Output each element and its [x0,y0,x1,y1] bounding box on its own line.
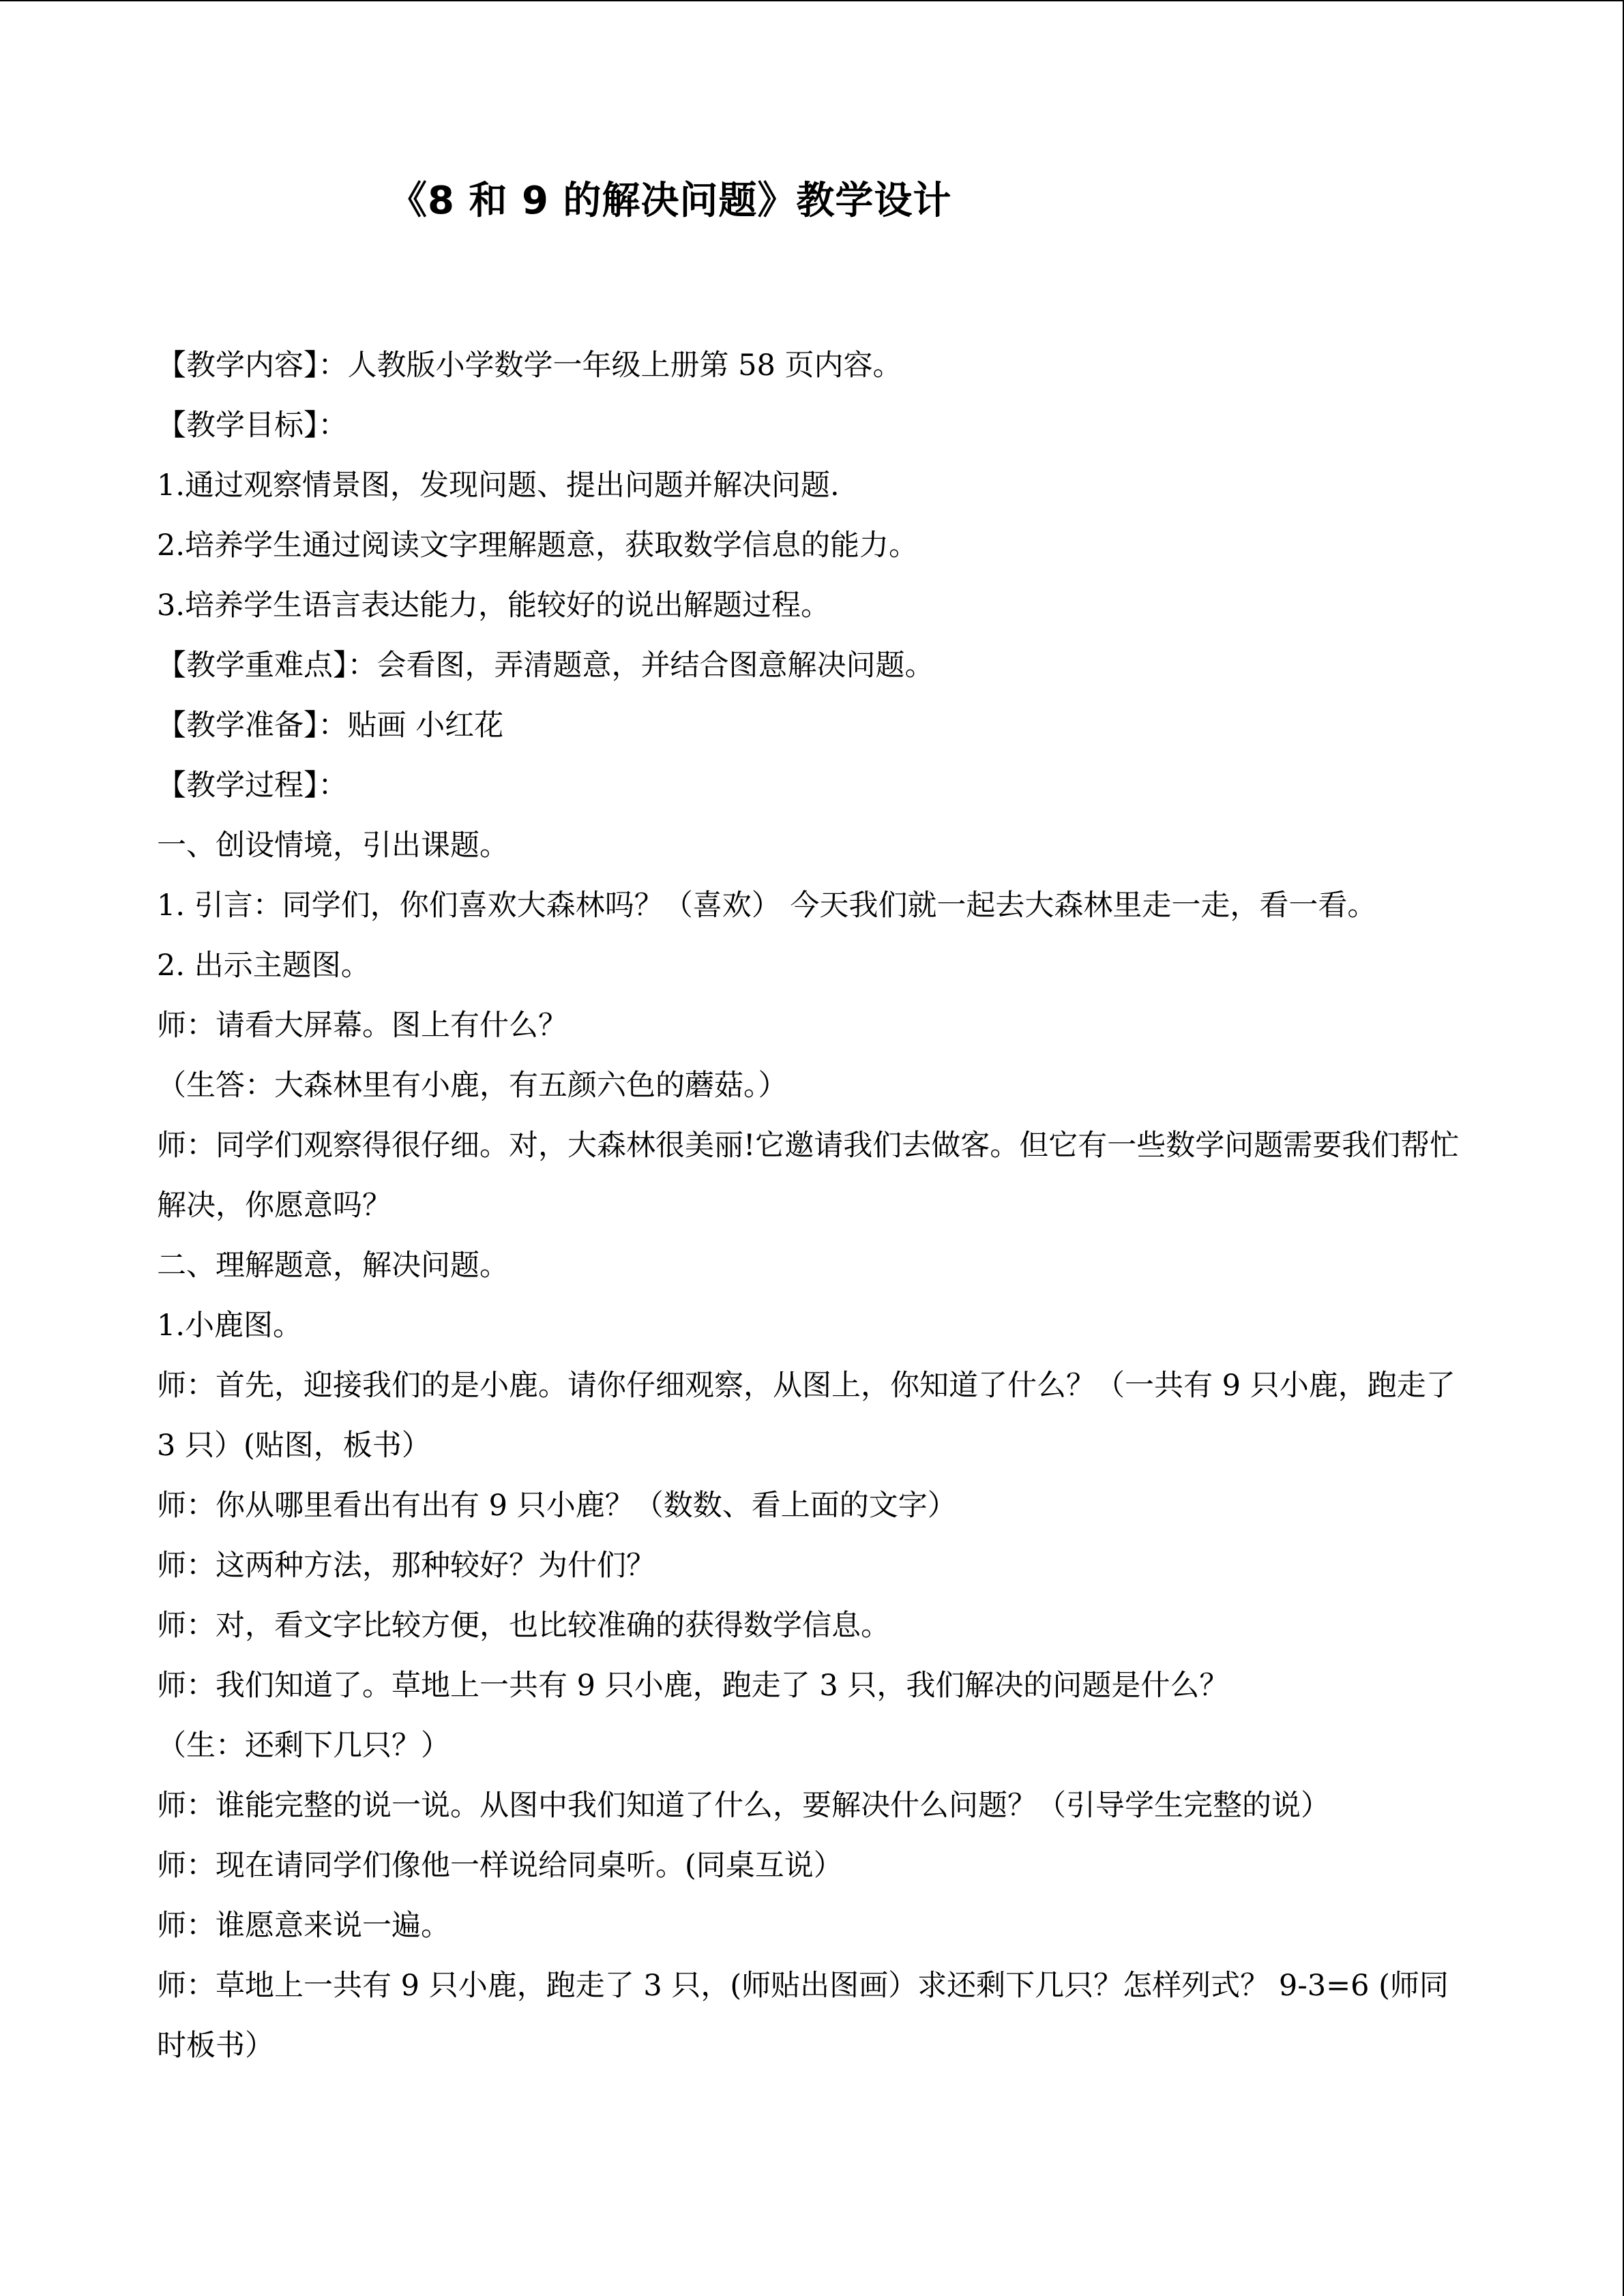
paragraph-objectives-heading: 【教学目标】： [157,408,348,443]
document-body [157,336,1473,2076]
paragraph-process-heading: 【教学过程】： [157,769,348,803]
paragraph-student-2: （生：还剩下几只？） [157,1729,450,1763]
paragraph-deer-picture: 1.小鹿图。 [157,1309,303,1343]
paragraph-show-picture: 2. 出示主题图。 [157,949,370,983]
paragraph-objective-1: 1.通过观察情景图，发现问题、提出问题并解决问题. [157,468,840,503]
paragraph-preparation: 【教学准备】：贴画 小红花 [157,709,504,743]
paragraph-teacher-6: 师：对，看文字比较方便，也比较准确的获得数学信息。 [157,1609,890,1643]
paragraph-key-points: 【教学重难点】：会看图，弄清题意，并结合图意解决问题。 [157,648,934,683]
paragraph-teacher-3: 师：首先，迎接我们的是小鹿。请你仔细观察，从图上，你知道了什么？（一共有 9 只小鹿，跑走了 3 只）(贴图，板书） [157,1369,1456,1463]
paragraph-teacher-9: 师：现在请同学们像他一样说给同桌听。(同桌互说） [157,1849,843,1883]
section-heading-1: 一、创设情境，引出课题。 [157,829,509,863]
paragraph-student-1: （生答：大森林里有小鹿，有五颜六色的蘑菇。） [157,1069,788,1103]
section-heading-2: 二、理解题意，解决问题。 [157,1249,509,1283]
paragraph-teacher-1: 师：请看大屏幕。图上有什么？ [157,1009,567,1043]
paragraph-teacher-7: 师：我们知道了。草地上一共有 9 只小鹿，跑走了 3 只，我们解决的问题是什么？ [157,1669,1229,1703]
paragraph-teacher-8: 师：谁能完整的说一说。从图中我们知道了什么，要解决什么问题？（引导学生完整的说） [157,1789,1330,1823]
paragraph-teacher-10: 师：谁愿意来说一遍。 [157,1909,450,1943]
paragraph-teacher-2: 师：同学们观察得很仔细。对，大森林很美丽!它邀请我们去做客。但它有一些数学问题需要我们帮忙解决，你愿意吗？ [157,1129,1460,1223]
paragraph-teacher-11: 师：草地上一共有 9 只小鹿，跑走了 3 只，(师贴出图画）求还剩下几只？怎样列式？ 9-3=6 (师同时板书） [157,1969,1449,2063]
paragraph-objective-3: 3.培养学生语言表达能力，能较好的说出解题过程。 [157,588,831,623]
paragraph-content: 【教学内容】：人教版小学数学一年级上册第 58 页内容。 [157,348,902,383]
document-title: 《8 和 9 的解决问题》教学设计 [389,179,952,223]
paragraph-teacher-5: 师：这两种方法，那种较好？为什们？ [157,1549,655,1583]
paragraph-objective-2: 2.培养学生通过阅读文字理解题意，获取数学信息的能力。 [157,528,919,563]
paragraph-teacher-4: 师：你从哪里看出有出有 9 只小鹿？（数数、看上面的文字） [157,1489,957,1523]
paragraph-intro: 1. 引言：同学们，你们喜欢大森林吗？（喜欢） 今天我们就一起去大森林里走一走，看一看。 [157,889,1377,923]
